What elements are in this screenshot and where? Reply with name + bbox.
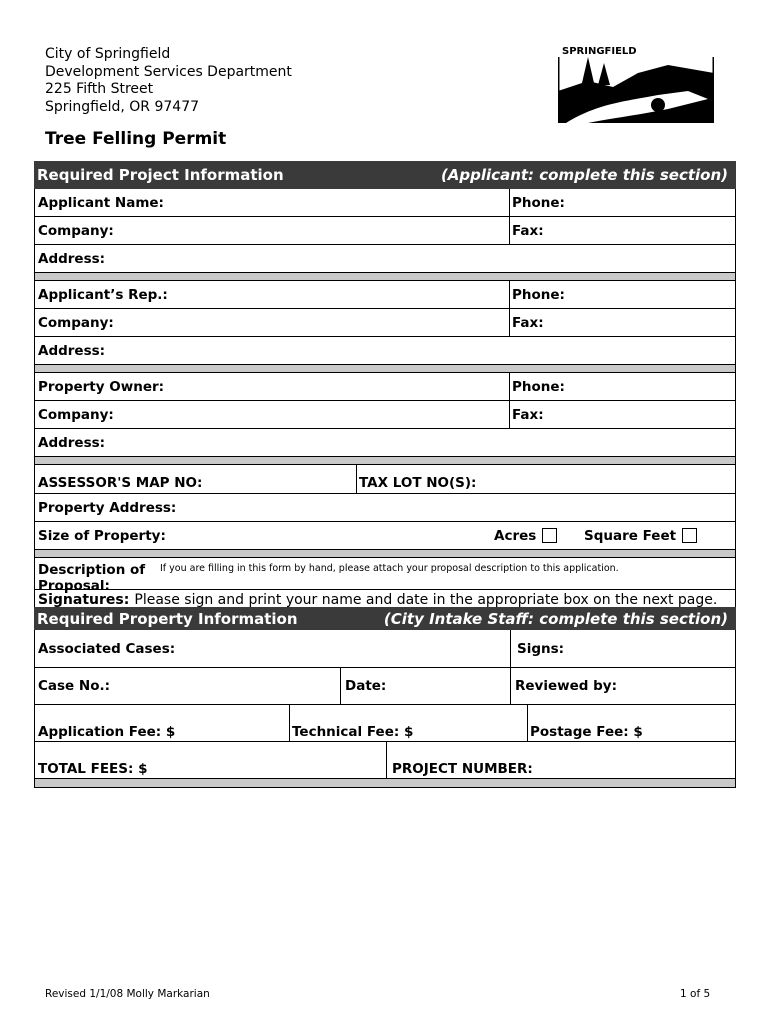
section-note: (Applicant: complete this section): [440, 166, 728, 184]
field-label: Case No.:: [38, 678, 111, 694]
property-address-field[interactable]: [35, 494, 735, 521]
reviewed-by-field[interactable]: [512, 668, 735, 704]
applicant-fax-field[interactable]: [509, 217, 735, 244]
city-address-block: [45, 46, 292, 116]
applicant-company-row: [34, 217, 736, 245]
page-title: Tree Felling Permit: [45, 129, 227, 149]
applicant-address-field[interactable]: [35, 245, 735, 272]
field-label: Property Address:: [38, 499, 177, 516]
separator: [34, 550, 736, 558]
field-label: Fax:: [512, 406, 544, 423]
square-feet-checkbox[interactable]: [682, 528, 697, 543]
applicant-address-row: [34, 245, 736, 273]
square-feet-option[interactable]: [581, 522, 735, 549]
owner-address-field[interactable]: [35, 429, 735, 456]
field-label: PROJECT NUMBER:: [392, 761, 533, 777]
rep-phone-field[interactable]: [509, 281, 735, 308]
section-header-project: [34, 161, 736, 189]
applicant-company-field[interactable]: [35, 217, 509, 244]
total-fees-field[interactable]: [35, 742, 386, 778]
address-line: Springfield, OR 97477: [45, 98, 200, 115]
case-row: [34, 668, 736, 705]
field-label: Size of Property:: [38, 527, 166, 544]
signs-field[interactable]: [514, 630, 735, 667]
separator: [34, 273, 736, 281]
field-label: Address:: [38, 250, 106, 267]
permit-form: [34, 161, 736, 788]
logo-text: SPRINGFIELD: [562, 46, 637, 57]
tax-lot-field[interactable]: [356, 465, 735, 493]
field-label: Property Owner:: [38, 378, 165, 395]
field-label: Company:: [38, 314, 114, 331]
field-label: Proposal:: [38, 578, 110, 594]
field-label: Postage Fee: $: [530, 724, 643, 740]
field-label: Applicant Name:: [38, 194, 164, 211]
field-label: Applicant’s Rep.:: [38, 286, 168, 303]
fees-row: [34, 705, 736, 742]
field-label: Fax:: [512, 314, 544, 331]
rep-row: [34, 281, 736, 309]
section-title: Required Project Information: [37, 166, 284, 184]
signatures-label: Signatures:: [38, 592, 130, 607]
page-number: 1 of 5: [680, 988, 711, 1000]
field-label: Associated Cases:: [38, 640, 176, 657]
field-label: Date:: [345, 678, 387, 694]
separator: [34, 457, 736, 465]
field-label: Reviewed by:: [515, 678, 617, 694]
property-size-row: [34, 522, 736, 550]
address-line: City of Springfield: [45, 46, 171, 62]
acres-option[interactable]: [491, 522, 571, 549]
springfield-logo: [558, 43, 714, 123]
rep-company-field[interactable]: [35, 309, 509, 336]
section-note: (City Intake Staff: complete this section): [383, 609, 728, 628]
field-label: Address:: [38, 342, 106, 359]
field-label: Application Fee: $: [38, 724, 176, 740]
owner-company-row: [34, 401, 736, 429]
description-label: [38, 562, 145, 594]
associated-cases-row: [34, 630, 736, 668]
separator: [34, 365, 736, 373]
rep-address-field[interactable]: [35, 337, 735, 364]
field-label: Technical Fee: $: [292, 724, 414, 740]
owner-company-field[interactable]: [35, 401, 509, 428]
field-label: Phone:: [512, 194, 565, 211]
revision-note: Revised 1/1/08 Molly Markarian: [45, 988, 210, 1000]
map-taxlot-row: [34, 465, 736, 494]
field-label: ASSESSOR'S MAP NO:: [38, 475, 203, 491]
field-label: Description of: [38, 562, 146, 578]
field-label: Acres: [494, 527, 537, 544]
property-size-field[interactable]: [35, 522, 475, 549]
section-header-property: [34, 607, 736, 630]
owner-row: [34, 373, 736, 401]
owner-fax-field[interactable]: [509, 401, 735, 428]
address-line: Development Services Department: [45, 63, 292, 80]
associated-cases-field[interactable]: [35, 630, 510, 667]
field-label: Signs:: [517, 640, 565, 657]
field-label: Fax:: [512, 222, 544, 239]
applicant-phone-field[interactable]: [509, 189, 735, 216]
field-label: Address:: [38, 434, 106, 451]
owner-phone-field[interactable]: [509, 373, 735, 400]
section-title: Required Property Information: [37, 609, 298, 628]
field-label: Company:: [38, 222, 114, 239]
field-label: Phone:: [512, 286, 565, 303]
rep-fax-field[interactable]: [509, 309, 735, 336]
field-label: TAX LOT NO(S):: [359, 475, 477, 491]
postage-fee-field[interactable]: [527, 705, 735, 741]
field-label: Phone:: [512, 378, 565, 395]
rep-address-row: [34, 337, 736, 365]
technical-fee-field[interactable]: [289, 705, 527, 741]
description-row: [34, 558, 736, 594]
owner-address-row: [34, 429, 736, 457]
description-hint: If you are filling in this form by hand, please attach your proposal description to this application.: [160, 563, 619, 574]
total-row: [34, 742, 736, 779]
field-label: Square Feet: [584, 527, 677, 544]
applicant-name-field[interactable]: [35, 189, 509, 216]
application-fee-field[interactable]: [35, 705, 289, 741]
property-address-row: [34, 494, 736, 522]
field-label: TOTAL FEES: $: [38, 761, 148, 777]
assessors-map-field[interactable]: [35, 465, 356, 493]
date-field[interactable]: [342, 668, 510, 704]
signatures-text: Please sign and print your name and date in the appropriate box on the next page.: [134, 592, 718, 607]
acres-checkbox[interactable]: [542, 528, 557, 543]
case-no-field[interactable]: [35, 668, 340, 704]
project-number-field[interactable]: [389, 742, 735, 778]
rep-company-row: [34, 309, 736, 337]
rep-name-field[interactable]: [35, 281, 509, 308]
owner-name-field[interactable]: [35, 373, 509, 400]
separator: [34, 779, 736, 788]
applicant-name-row: [34, 189, 736, 217]
address-line: 225 Fifth Street: [45, 81, 154, 97]
field-label: Company:: [38, 406, 114, 423]
